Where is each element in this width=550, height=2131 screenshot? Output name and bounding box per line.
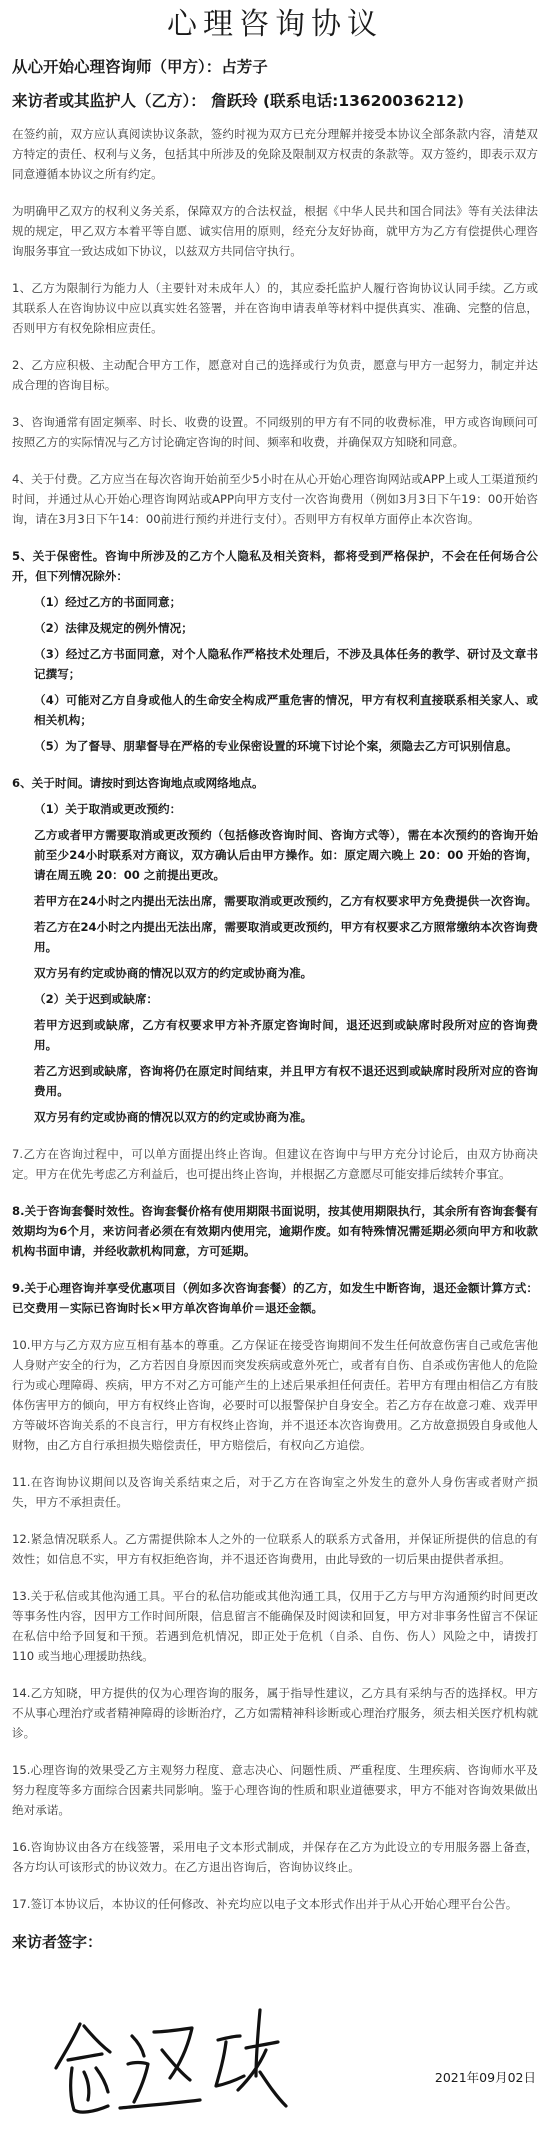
clause-5-item: （1）经过乙方的书面同意； bbox=[34, 595, 182, 609]
clause-12: 12.紧急情况联系人。乙方需提供除本人之外的一位联系人的联系方式备用，并保证所提供的信息的有效性；如信息不实，甲方有权拒绝咨询，并不退还咨询费用，由此导致的一切后果由提供者承担。 bbox=[12, 1532, 538, 1566]
clause-6-sub2-p2: 若乙方迟到或缺席，咨询将仍在原定时间结束，并且甲方有权不退还迟到或缺席时段所对应的咨询费用。 bbox=[34, 1064, 538, 1098]
clause-7: 7.乙方在咨询过程中，可以单方面提出终止咨询。但建议在咨询中与甲方充分讨论后，由双方协商决定。甲方在优先考虑乙方利益后，也可提出终止咨询，并根据乙方意愿尽可能安排后续转介事宜。 bbox=[12, 1147, 538, 1181]
clause-11: 11.在咨询协议期间以及咨询关系结束之后，对于乙方在咨询室之外发生的意外人身伤害或者财产损失，甲方不承担责任。 bbox=[12, 1475, 538, 1509]
clause-6-sub1-p1: 乙方或者甲方需要取消或更改预约（包括修改咨询时间、咨询方式等），需在本次预约的咨询开始前至少24小时联系对方商议，双方确认后由甲方操作。如：原定周六晚上 20：00 开始的咨询，请在周五晚 20：00 之前提出更改。 bbox=[34, 828, 538, 882]
clause-10: 10.甲方与乙方双方应互相有基本的尊重。乙方保证在接受咨询期间不发生任何故意伤害自己或危害他人身财产安全的行为，乙方若因自身原因而突发疾病或意外死亡，或者有自伤、自杀或伤害他人的危险行为或心理障碍、疾病，甲方不对乙方可能产生的上述后果承担任何责任。若甲方有理由相信乙方有肢体伤害甲方的倾向，甲方有权终止咨询，必要时可以报警保护自身安全。若乙方存在故意刁难、戏弄甲方等破坏咨询关系的不良言行，甲方有权终止咨询，并不退还本次咨询费用。乙方故意损毁自身或他人财物，由乙方自行承担损失赔偿责任，甲方赔偿后，有权向乙方追偿。 bbox=[12, 1338, 538, 1452]
clause-6-sub1-p3: 若乙方在24小时之内提出无法出席，需要取消或更改预约，甲方有权要求乙方照常缴纳本次咨询费用。 bbox=[34, 920, 538, 954]
clause-5-item: （5）为了督导、朋辈督导在严格的专业保密设置的环境下讨论个案，须隐去乙方可识别信息。 bbox=[34, 739, 518, 753]
document-title: 心理咨询协议 bbox=[167, 7, 383, 42]
clause-5-lead: 5、关于保密性。咨询中所涉及的乙方个人隐私及相关资料，都将受到严格保护，不会在任何场合公开，但下列情况除外： bbox=[12, 549, 538, 583]
clause-5-item: （3）经过乙方书面同意，对个人隐私作严格技术处理后，不涉及具体任务的教学、研讨及文章书记撰写； bbox=[34, 647, 538, 681]
party-a-line: 从心开始心理咨询师（甲方）：占芳子 bbox=[12, 58, 268, 76]
signing-date: 2021年09月02日 bbox=[434, 2070, 536, 2085]
clause-6-sub2-p3: 双方另有约定或协商的情况以双方的约定或协商为准。 bbox=[34, 1110, 313, 1124]
clause-1: 1、乙方为限制行为能力人（主要针对未成年人）的，其应委托监护人履行咨询协议认同手续。乙方或其联系人在咨询协议中应以真实姓名签署，并在咨询申请表单等材料中提供真实、准确、完整的信息，否则甲方有权免除相应责任。 bbox=[12, 281, 538, 335]
party-b-line: 来访者或其监护人（乙方）： 詹跃玲 (联系电话:13620036212) bbox=[12, 92, 465, 110]
clause-6-sub1-p2: 若甲方在24小时之内提出无法出席，需要取消或更改预约，乙方有权要求甲方免费提供一次咨询。 bbox=[34, 894, 538, 908]
clause-6-lead: 6、关于时间。请按时到达咨询地点或网络地点。 bbox=[12, 776, 264, 790]
clause-2: 2、乙方应积极、主动配合甲方工作，愿意对自己的选择或行为负责，愿意与甲方一起努力，制定并达成合理的咨询目标。 bbox=[12, 358, 538, 392]
clause-6-sub2-title: （2）关于迟到或缺席： bbox=[34, 992, 159, 1006]
clause-15: 15.心理咨询的效果受乙方主观努力程度、意志决心、问题性质、严重程度、生理疾病、咨询师水平及努力程度等多方面综合因素共同影响。鉴于心理咨询的性质和职业道德要求，甲方不能对咨询效果做出绝对承诺。 bbox=[12, 1763, 538, 1817]
clause-5-item: （4）可能对乙方自身或他人的生命安全构成严重危害的情况，甲方有权利直接联系相关家人、或相关机构； bbox=[34, 693, 538, 727]
handwritten-signature bbox=[50, 2002, 290, 2127]
purpose-paragraph: 为明确甲乙双方的权利义务关系，保障双方的合法权益，根据《中华人民共和国合同法》等有关法律法规的规定，甲乙双方本着平等自愿、诚实信用的原则，经充分友好协商，就甲方为乙方有偿提供心理咨询服务事宜一致达成如下协议，以兹双方共同信守执行。 bbox=[12, 204, 538, 258]
clause-16: 16.咨询协议由各方在线签署，采用电子文本形式制成，并保存在乙方为此设立的专用服务器上备查，各方均认可该形式的协议效力。在乙方退出咨询后，咨询协议终止。 bbox=[12, 1840, 538, 1874]
clause-4: 4、关于付费。乙方应当在每次咨询开始前至少5小时在从心开始心理咨询网站或APP上或人工渠道预约时间，并通过从心开始心理咨询网站或APP向甲方支付一次咨询费用（例如3月3日下午19：00开始咨询，请在3月3日下午14：00前进行预约并进行支付）。否则甲方有权单方面停止本次咨询。 bbox=[12, 472, 538, 526]
clause-17: 17.签订本协议后，本协议的任何修改、补充均应以电子文本形式作出并于从心开始心理平台公告。 bbox=[12, 1897, 518, 1911]
signature-label: 来访者签字： bbox=[12, 1933, 103, 1951]
clause-13: 13.关于私信或其他沟通工具。平台的私信功能或其他沟通工具，仅用于乙方与甲方沟通预约时间更改等事务性内容，因甲方工作时间所限，信息留言不能确保及时阅读和回复，甲方对非事务性留言不保证在私信中给予回复和干预。若遇到危机情况，即正处于危机（自杀、自伤、伤人）风险之中，请拨打110 或当地心理援助热线。 bbox=[12, 1589, 538, 1663]
clause-8: 8.关于咨询套餐时效性。咨询套餐价格有使用期限书面说明，按其使用期限执行，其余所有咨询套餐有效期均为6个月，来访问者必须在有效期内使用完，逾期作废。如有特殊情况需延期必须向甲方和收款机构书面申请，并经收款机构同意，方可延期。 bbox=[12, 1204, 538, 1258]
intro-paragraph: 在签约前，双方应认真阅读协议条款，签约时视为双方已充分理解并接受本协议全部条款内容，清楚双方特定的责任、权利与义务，包括其中所涉及的免除及限制双方权责的条款等。双方签约，即表示双方同意遵循本协议之所有约定。 bbox=[12, 127, 538, 181]
clause-6-sub1-p4: 双方另有约定或协商的情况以双方的约定或协商为准。 bbox=[34, 966, 313, 980]
clause-5-item: （2）法律及规定的例外情况； bbox=[34, 621, 193, 635]
clause-6-sub2-p1: 若甲方迟到或缺席，乙方有权要求甲方补齐原定咨询时间，退还迟到或缺席时段所对应的咨询费用。 bbox=[34, 1018, 538, 1052]
clause-14: 14.乙方知晓，甲方提供的仅为心理咨询的服务，属于指导性建议，乙方具有采纳与否的选择权。甲方不从事心理治疗或者精神障碍的诊断治疗，乙方如需精神科诊断或心理治疗服务，须去相关医疗机构就诊。 bbox=[12, 1686, 538, 1740]
clause-9: 9.关于心理咨询并享受优惠项目（例如多次咨询套餐）的乙方，如发生中断咨询，退还金额计算方式：已交费用－实际已咨询时长×甲方单次咨询单价＝退还金额。 bbox=[12, 1281, 538, 1315]
clause-3: 3、咨询通常有固定频率、时长、收费的设置。不同级别的甲方有不同的收费标准，甲方或咨询顾问可按照乙方的实际情况与乙方讨论确定咨询的时间、频率和收费，并确保双方知晓和同意。 bbox=[12, 415, 538, 449]
clause-6-sub1-title: （1）关于取消或更改预约： bbox=[34, 802, 182, 816]
